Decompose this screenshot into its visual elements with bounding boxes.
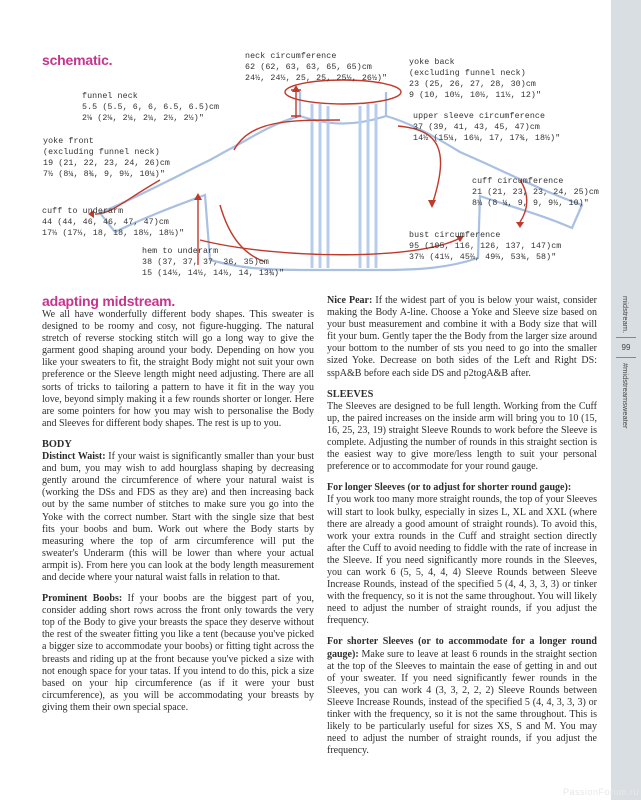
yoke-back-in: 9 (10, 10½, 10½, 11½, 12)"	[409, 91, 542, 100]
pear-text: If the widest part of you is below your waist, consider making the Body A-line. Choose a Yoke and Sleeve size based on your bust measurement and combine it with a Body size that will fit your bum. Gently taper the the Body from the larger size around your bottom to the number of sts you need to go into the smaller sized Yoke. Decrease on both sides of the Left and Right DS: sspA&B before each side DS and p2togA&B after.	[327, 295, 597, 379]
cuff-underarm-in: 17⅓ (17⅓, 18, 18, 18½, 18½)"	[42, 229, 185, 238]
left-column	[42, 309, 314, 723]
cuff-circumference-label	[472, 176, 599, 209]
page-number: 99	[621, 343, 631, 352]
boobs-text: If your boobs are the biggest part of you, consider adding short rows across the front only towards the very top of the Body to give your breasts the space they deserve without the rest of the sweater fitting you like a tent (because you've picked a bigger size to accommodate your boobs) or fitting tight across the breasts and riding up at the front because you've picked a size with not enough space for your tatas. If you intend to do this, pick a size based on your hip circumference (as if it were your bust circumference), as you will be accommodating your breasts by giving them their own special space.	[42, 593, 314, 713]
sidebar-hashtag: #midstreamsweater	[621, 363, 630, 429]
right-column	[327, 295, 597, 766]
adapting-heading: adapting midstream.	[42, 293, 176, 309]
shorter-sleeves-text: Make sure to leave at least 6 rounds in the straight section at the top of the Sleeves to maintain the ease of getting in and out of your sweater. If you need significantly fewer rounds in the Sleeves, you can work 4 (3, 3, 2, 2, 2) Sleeve Rounds between Sleeve Increase Rounds, instead of the specified 5 (4, 4, 3, 3, 3) or tinker with the frequency, so it is not the same throughout. This is likely to be particularly useful for sizes XS, S and M. You may need to adjust the number of straight rounds, if you adjust the frequency.	[327, 648, 597, 757]
longer-sleeves-paragraph	[327, 482, 597, 627]
pear-paragraph	[327, 295, 597, 380]
bust-cm: 95 (105, 116, 126, 137, 147)cm	[409, 242, 562, 251]
watermark: PassionForum.ru	[562, 787, 639, 797]
sleeves-paragraph: The Sleeves are designed to be full length. Working from the Cuff up, the paired increases on the inside arm will bring you to 10 (15, 16, 25, 23, 19) straight Sleeve Rounds to work before the Sleeve is complete. Adjusting the number of rounds in this straight section is the easiest way to give more/less length to suit your personal preference or to accommodate for your round gauge.	[327, 400, 597, 473]
funnel-neck-title: funnel neck	[82, 92, 138, 101]
schematic-heading: schematic.	[42, 52, 113, 68]
yoke-back-note: (excluding funnel neck)	[409, 69, 526, 78]
cuff-to-underarm-label	[42, 206, 184, 239]
yoke-front-cm: 19 (21, 22, 23, 24, 26)cm	[43, 159, 170, 168]
sleeves-heading: SLEEVES	[327, 388, 374, 400]
funnel-neck-in: 2⅛ (2⅛, 2¼, 2¼, 2½, 2½)"	[82, 114, 204, 123]
sidebar-divider-top	[616, 337, 636, 338]
upper-sleeve-in: 14½ (15¼, 16¼, 17, 17¾, 18½)"	[413, 134, 561, 143]
funnel-neck-cm: 5.5 (5.5, 6, 6, 6.5, 6.5)cm	[82, 103, 220, 112]
yoke-back-cm: 23 (25, 26, 27, 28, 30)cm	[409, 80, 536, 89]
neck-label-title: neck circumference	[245, 52, 337, 61]
funnel-neck-label	[82, 91, 219, 124]
sidebar-section-label: midstream.	[621, 296, 630, 334]
yoke-back-label	[409, 57, 541, 101]
cuff-in: 8¼ (8 ¼, 9, 9, 9½, 10)"	[472, 199, 589, 208]
cuff-underarm-title: cuff to underarm	[42, 207, 124, 216]
upper-sleeve-cm: 37 (39, 41, 43, 45, 47)cm	[413, 123, 540, 132]
intro-paragraph: We all have wonderfully different body shapes. This sweater is designed to be roomy and cosy, not figure-hugging. The natural stretch of reverse stocking stitch will go a long way to give the garment good shaping around your body. Depending on how you like your sweaters to fit, the straight Body might not suit your own preference or the Sleeve length might need adjusting. There are all sorts of tricks to tailoring a pattern to have it fit in the way you love, beyond simply making it a few rounds shorter or longer. Here are some pointers for how you may wish to personalise the Body and Sleeves for different body shapes. The rest is up to you.	[42, 309, 314, 429]
longer-sleeves-label: For longer Sleeves (or to adjust for shorter round gauge):	[327, 482, 572, 494]
body-heading: BODY	[42, 438, 72, 450]
pear-label: Nice Pear:	[327, 295, 373, 306]
waist-paragraph	[42, 451, 314, 584]
bust-in: 37⅓ (41⅓, 45⅔, 49⅔, 53¾, 58)"	[409, 253, 557, 262]
shorter-sleeves-paragraph	[327, 636, 597, 757]
yoke-front-note: (excluding funnel neck)	[43, 148, 160, 157]
waist-label: Distinct Waist:	[42, 451, 106, 463]
yoke-front-title: yoke front	[43, 137, 94, 146]
sidebar-divider-bottom	[616, 357, 636, 358]
bust-title: bust circumference	[409, 231, 501, 240]
hem-title: hem to underarm	[142, 247, 219, 256]
neck-circumference-label	[245, 51, 387, 84]
hem-to-underarm-label	[142, 246, 284, 279]
placket-stripes	[312, 104, 376, 268]
hem-in: 15 (14½, 14½, 14½, 14, 13¾)"	[142, 269, 285, 278]
longer-sleeves-text: If you work too many more straight rounds, the top of your Sleeves will start to look bulky, especially in sizes L, XL and XXL (where there are already a good amount of straight rounds). To avoid this, work your extra rounds in the Cuff and straight section directly after the Cuff to avoid needing to fiddle with the rate of increase in the Sleeve. If you need significantly more rounds in the Sleeves, you can work 6 (5, 5, 4, 4, 4) Sleeve Rounds between Sleeve Increase Rounds, instead of the specified 5 (4, 4, 3, 3, 3) or tinker with the frequency, so it is not the same throughout. You will likely need to adjust the number of straight rounds, if you adjust the frequency.	[327, 494, 597, 627]
yoke-front-in: 7½ (8¼, 8¾, 9, 9½, 10¼)"	[43, 170, 165, 179]
upper-sleeve-title: upper sleeve circumference	[413, 112, 546, 121]
hem-cm: 38 (37, 37, 37, 36, 35)cm	[142, 258, 269, 267]
yoke-front-label	[43, 136, 170, 180]
boobs-paragraph	[42, 593, 314, 714]
upper-sleeve-label	[413, 111, 560, 144]
cuff-title: cuff circumference	[472, 177, 564, 186]
shorter-sleeves-label: For shorter Sleeves (or to accommodate for a longer round gauge):	[327, 636, 597, 660]
waist-text: If your waist is significantly smaller than your bust and bum, you may wish to add hourglass shaping by decreasing gently around the circumference of where your natural waist is (working the DSs and FDS as they are) and then increasing back out by the same number of stitches to make sure you go into the Yoke with the correct number. Start with the single size that best fits your boobs and bum. Work out where the Body starts by measuring where the top of arm circumference will put the sweater's Underarm (this will be lower than where your actual armpit is). From here you can look at the body length measurement and decide where your natural waist falls in relation to that.	[42, 451, 314, 583]
neck-label-cm: 62 (62, 63, 63, 65, 65)cm	[245, 63, 372, 72]
boobs-label: Prominent Boobs:	[42, 593, 123, 605]
yoke-back-title: yoke back	[409, 58, 455, 67]
neck-label-in: 24½, 24½, 25, 25, 25½, 26½)"	[245, 74, 388, 83]
cuff-cm: 21 (21, 23, 23, 24, 25)cm	[472, 188, 599, 197]
cuff-underarm-cm: 44 (44, 46, 46, 47, 47)cm	[42, 218, 169, 227]
bust-circumference-label	[409, 230, 561, 263]
